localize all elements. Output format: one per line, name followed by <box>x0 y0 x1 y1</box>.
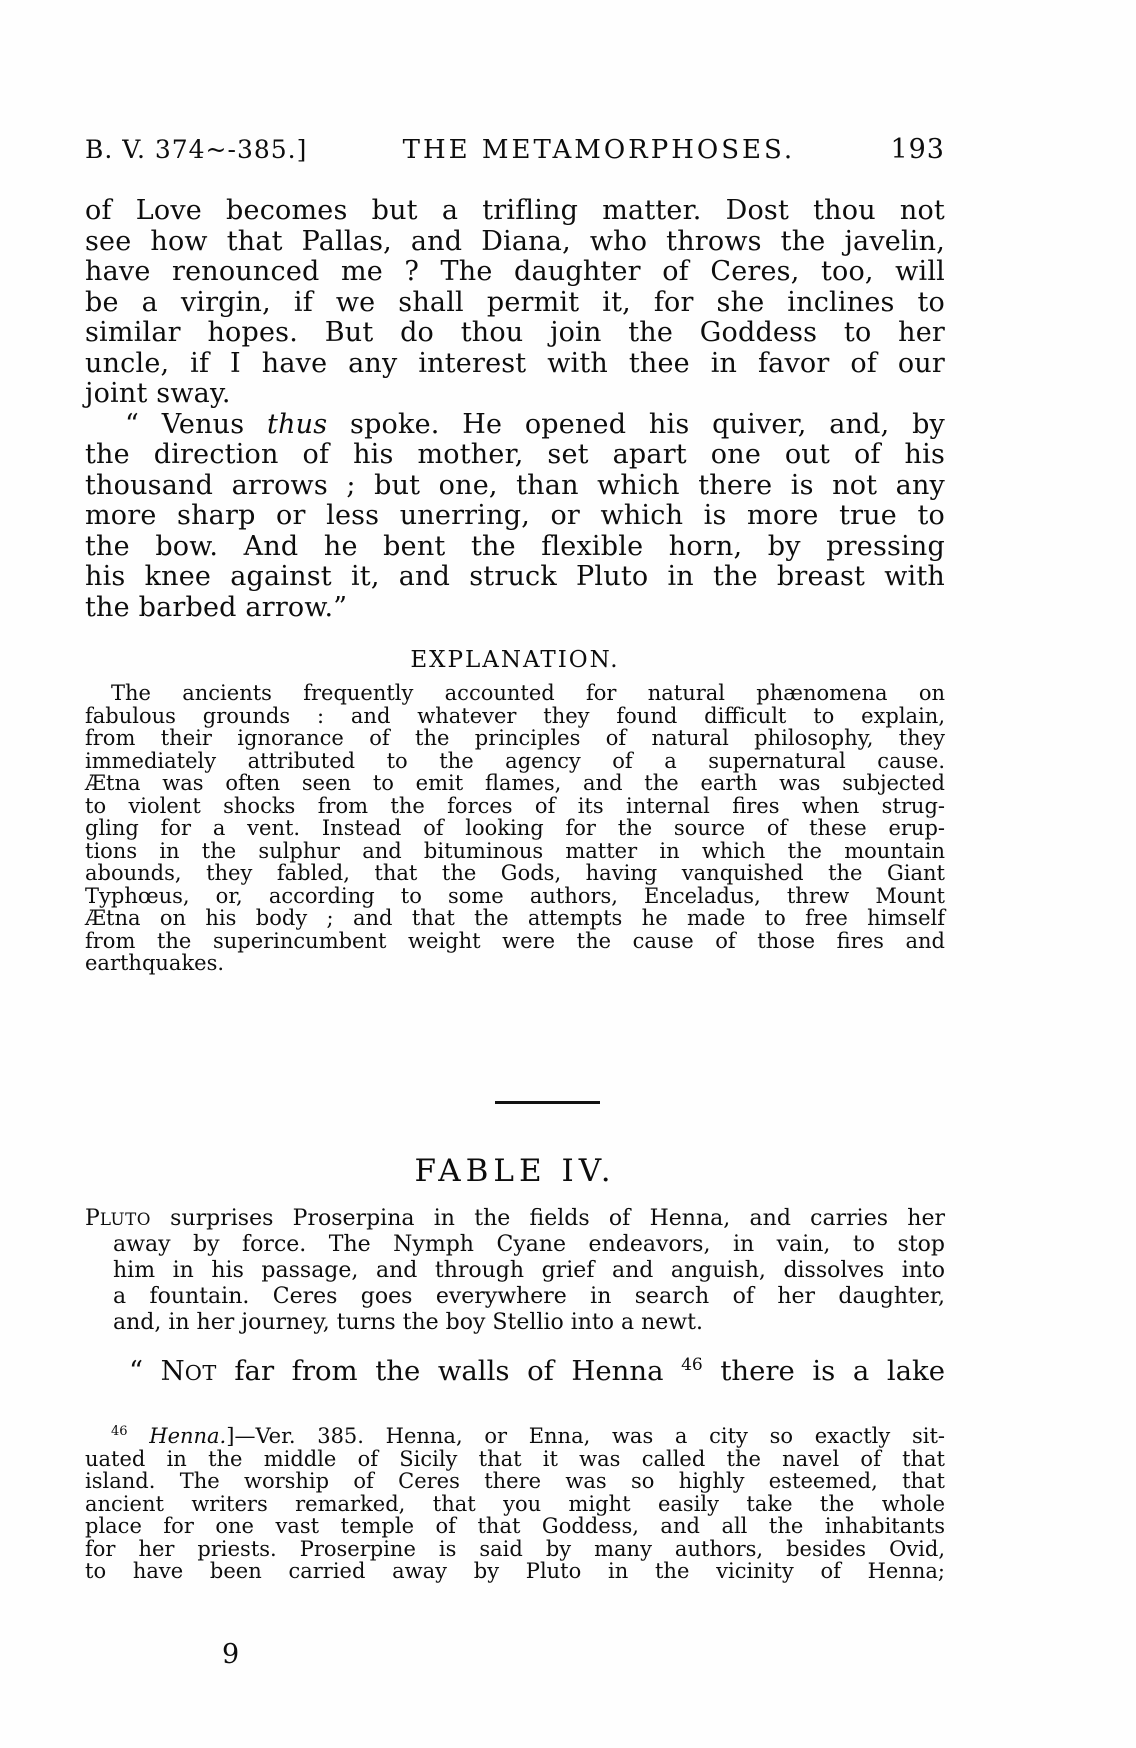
explanation-paragraph <box>85 682 945 975</box>
text-line: ancient writers remarked, that you might easily take the whole <box>85 1491 945 1516</box>
text-line: PLUTO surprises Proserpina in the fields of Henna, and carries her <box>85 1205 945 1231</box>
running-header <box>85 134 945 165</box>
text-line: a fountain. Ceres goes everywhere in search of her daughter, <box>113 1283 945 1309</box>
text-line: for her priests. Proserpine is said by many authors, besides Ovid, <box>85 1536 945 1561</box>
text-line: abounds, they fabled, that the Gods, having vanquished the Giant <box>85 861 945 885</box>
text-line: similar hopes. But do thou join the Goddess to her <box>85 317 945 348</box>
text-line: “ NOT far from the walls of Henna $^{46}$ there is a lake <box>129 1355 945 1388</box>
text-line: thousand arrows ; but one, than which there is not any <box>85 469 945 501</box>
text-line: fabulous grounds : and whatever they found difficult to explain, <box>85 703 945 728</box>
explanation-heading: EXPLANATION. <box>410 647 620 673</box>
text-line: of Love becomes but a trifling matter. Dost thou not <box>85 195 945 226</box>
text-line: uated in the middle of Sicily that it was called the navel of that <box>85 1446 945 1471</box>
text-line: The ancients frequently accounted for natural phænomena on <box>111 681 945 705</box>
page-number: 193 <box>890 134 945 165</box>
fable-opening-line <box>85 1356 945 1389</box>
fable-summary-paragraph <box>85 1206 945 1336</box>
text-line: joint sway. <box>85 378 231 409</box>
text-line: be a virgin, if we shall permit it, for she inclines to <box>85 286 945 318</box>
text-line: $^{46}$ Henna.]—Ver. 385. Henna, or Enna, was a city so exactly sit- <box>111 1424 945 1449</box>
text-line: the barbed arrow.” <box>85 591 348 623</box>
text-line: away by force. The Nymph Cyane endeavors, in vain, to stop <box>113 1232 945 1258</box>
text-line: see how that Pallas, and Diana, who throws the javelin, <box>85 225 945 257</box>
text-line: from the superincumbent weight were the cause of those fires and <box>85 928 945 953</box>
text-block <box>85 0 945 1670</box>
narrative-paragraph-2 <box>85 410 945 624</box>
fable-heading: FABLE IV. <box>414 1152 616 1189</box>
text-line: him in his passage, and through grief and anguish, dissolves into <box>113 1258 945 1284</box>
section-divider-rule <box>495 1101 600 1104</box>
text-line: to have been carried away by Pluto in the vicinity of Henna; <box>85 1558 945 1583</box>
text-line: from their ignorance of the principles of natural philosophy, they <box>85 726 945 750</box>
running-title: THE METAMORPHOSES. <box>402 135 796 165</box>
text-line: island. The worship of Ceres there was so highly esteemed, that <box>85 1469 945 1494</box>
text-line: and, in her journey, turns the boy Stellio into a newt. <box>113 1309 703 1335</box>
text-line: the bow. And he bent the flexible horn, by pressing <box>85 530 945 562</box>
text-line: have renounced me ? The daughter of Ceres, too, will <box>85 256 945 287</box>
text-line: tions in the sulphur and bituminous matter in which the mountain <box>85 838 945 863</box>
text-line: Typhœus, or, according to some authors, Enceladus, threw Mount <box>85 883 945 908</box>
text-line: gling for a vent. Instead of looking for the source of these erup- <box>85 816 945 840</box>
text-line: to violent shocks from the forces of its internal fires when strug- <box>85 793 945 818</box>
text-line: uncle, if I have any interest with thee in favor of our <box>85 347 945 379</box>
book-line-reference: B. V. 374~-385.] <box>85 135 308 164</box>
text-line: more sharp or less unerring, or which is more true to <box>85 500 945 531</box>
text-line: place for one vast temple of that Goddess, and all the inhabitants <box>85 1514 945 1539</box>
text-line: Ætna on his body ; and that the attempts he made to free himself <box>85 906 945 930</box>
text-line: his knee against it, and struck Pluto in the breast with <box>85 561 945 592</box>
text-line: Ætna was often seen to emit flames, and the earth was subjected <box>85 771 945 795</box>
narrative-paragraph-1 <box>85 196 945 410</box>
signature-mark: 9 <box>222 1639 240 1671</box>
text-line: the direction of his mother, set apart one out of his <box>85 439 945 470</box>
text-line: “ Venus thus spoke. He opened his quiver, and, by <box>125 408 946 440</box>
text-line: earthquakes. <box>85 951 225 975</box>
text-line: immediately attributed to the agency of a supernatural cause. <box>85 748 945 773</box>
footnote-paragraph <box>85 1425 945 1582</box>
